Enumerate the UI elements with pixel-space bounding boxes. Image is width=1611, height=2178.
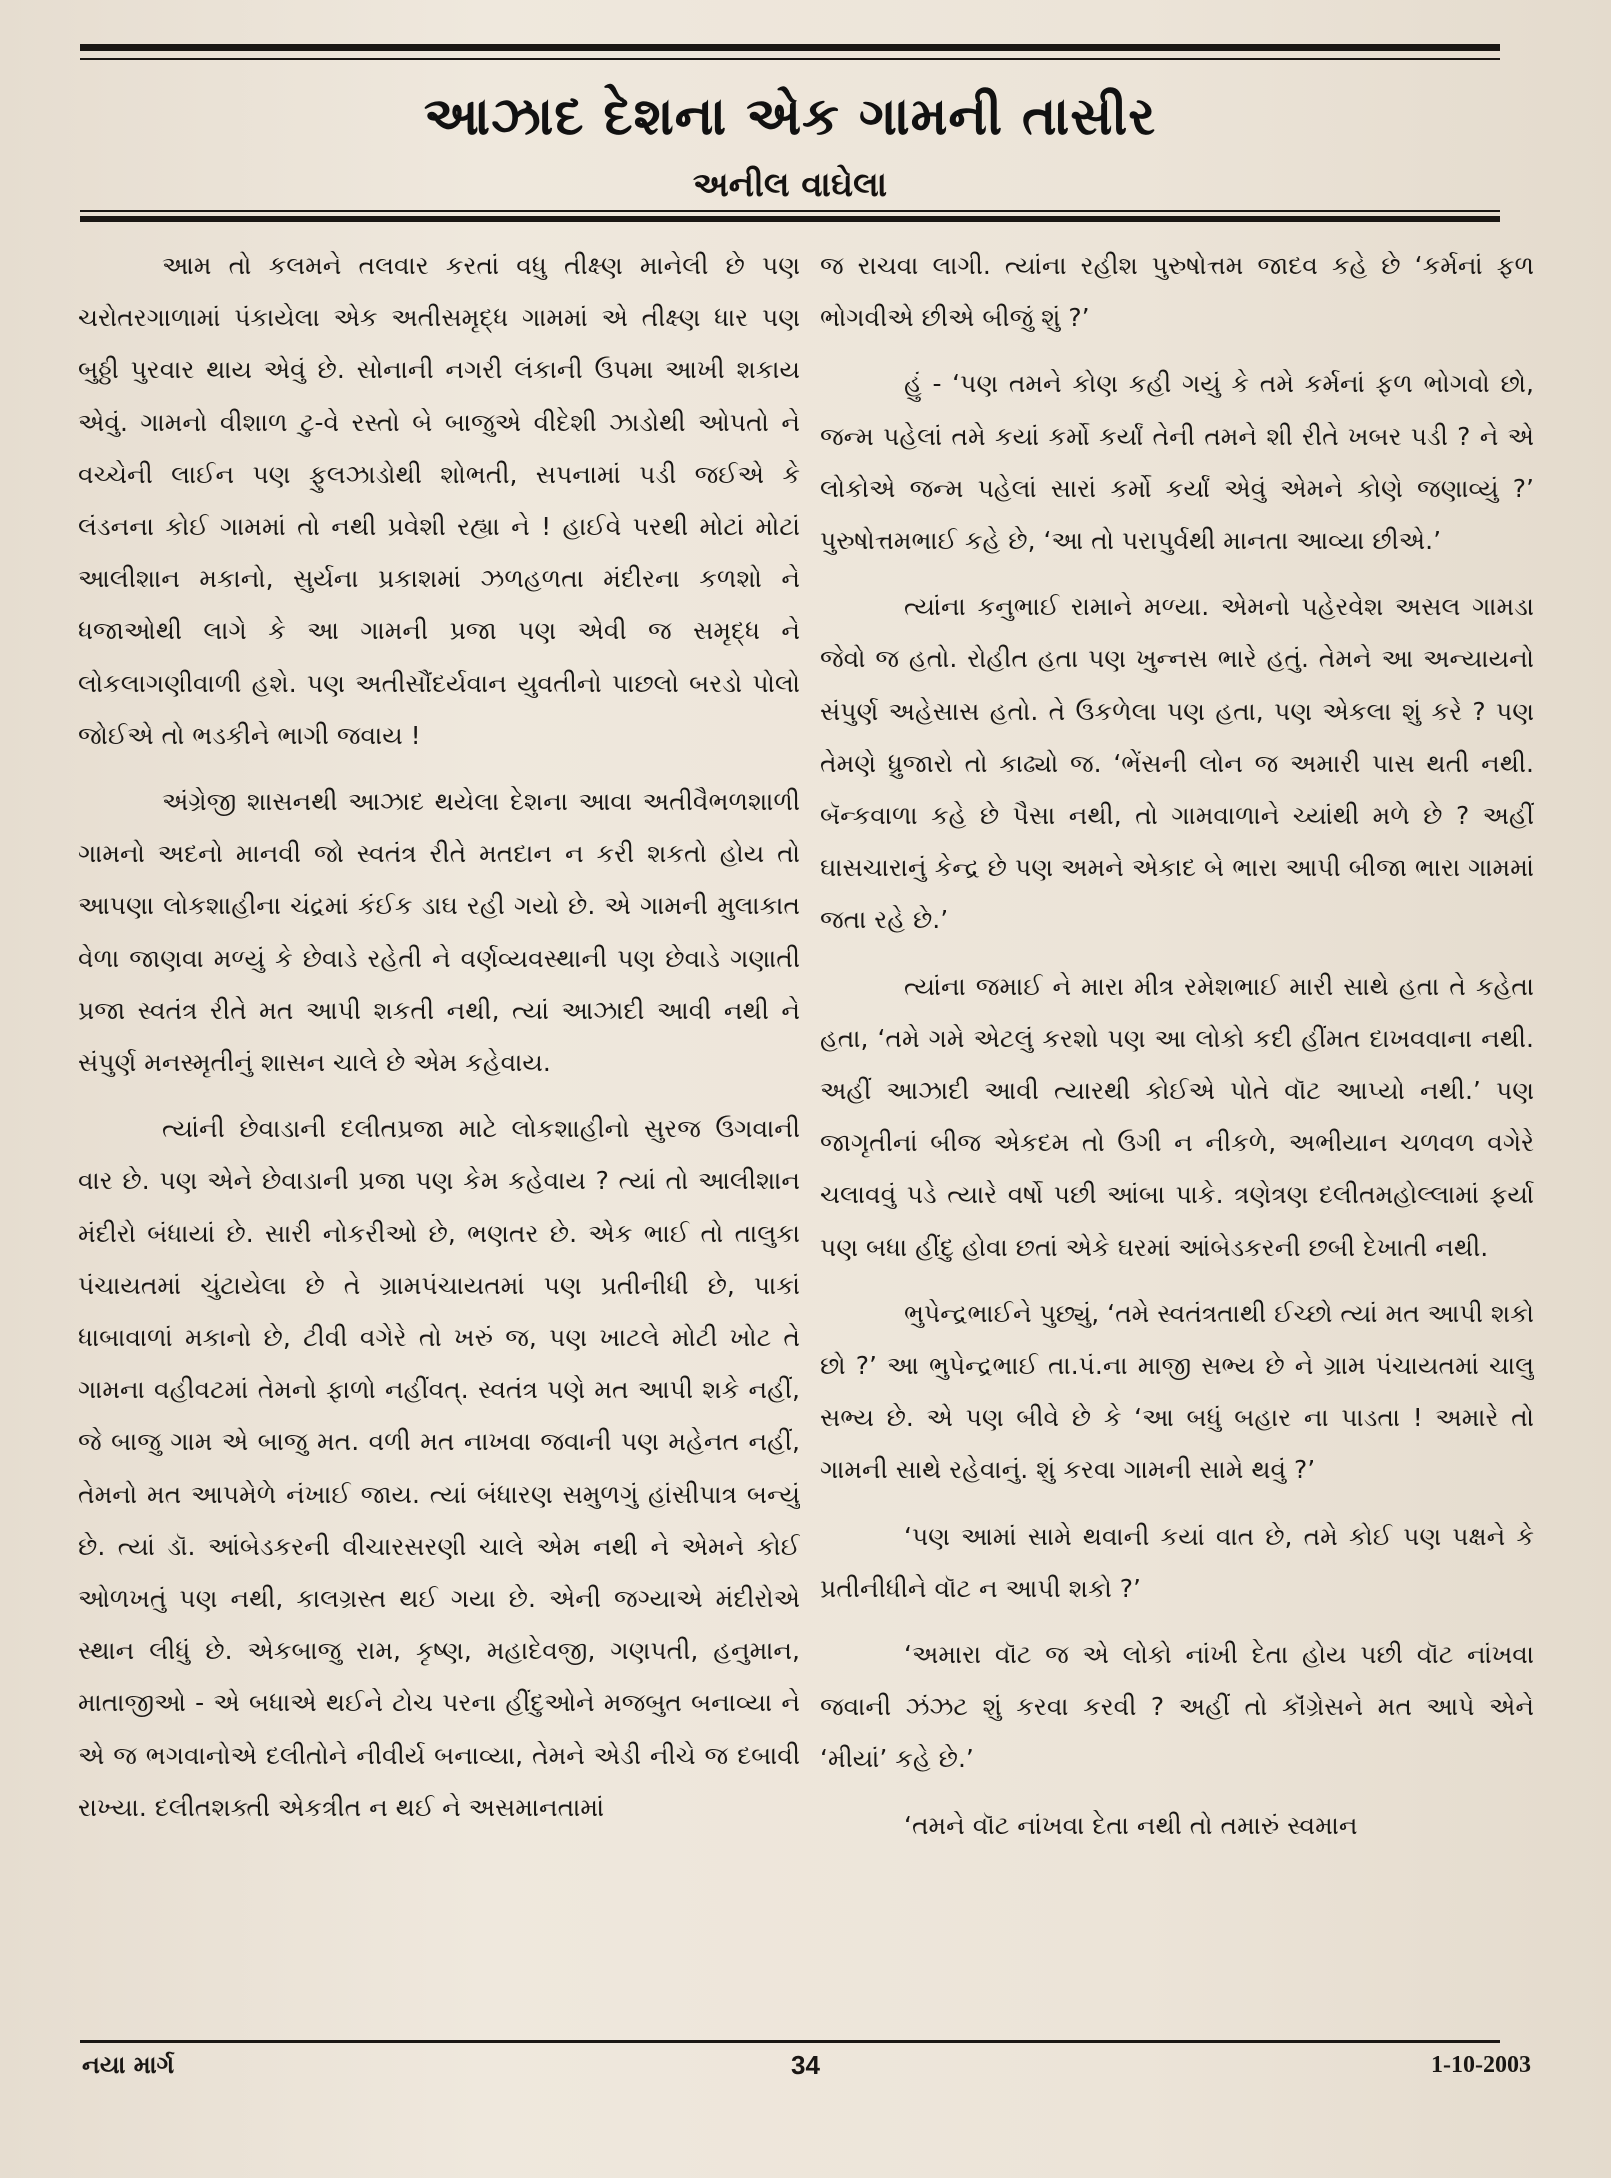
right-paragraph-4: ત્યાંના જમાઈ ને મારા મીત્ર રમેશભાઈ મારી સાથે હતા તે કહેતા હતા, ‘તમે ગમે એટલું કરશો પણ આ લોકો કદી હીંમત દાખવવાના નથી. અહીં આઝાદી આવી ત્યારથી કોઈએ પોતે વૉટ આપ્યો નથી.’ પણ જાગૃતીનાં બીજ એકદમ તો ઉગી ન નીકળે, અભીયાન ચળવળ વગેરે ચલાવવું પડે ત્યારે વર્ષો પછી આંબા પાકે. ત્રણેત્રણ દલીતમહોલ્લામાં ફર્યા પણ બધા હીંદુ હોવા છતાં એકે ઘરમાં આંબેડકરની છબી દેખાતી નથી. xyxy=(820,971,1534,1262)
header-rule-thick xyxy=(80,216,1500,222)
right-paragraph-3: ત્યાંના કનુભાઈ રામાને મળ્યા. એમનો પહેરવેશ અસલ ગામડા જેવો જ હતો. રોહીત હતા પણ ખુન્નસ ભારે હતું. તેમને આ અન્યાયનો સંપુર્ણ અહેસાસ હતો. તે ઉકળેલા પણ હતા, પણ એકલા શું કરે ? પણ તેમણે ધ્રુજારો તો કાઢ્યો જ. ‘ભેંસની લોન જ અમારી પાસ થતી નથી. બૅન્કવાળા કહે છે પૈસા નથી, તો ગામવાળાને ચ્યાંથી મળે છે ? અહીં ઘાસચારાનું કેન્દ્ર છે પણ અમને એકાદ બે ભારા આપી બીજા ભારા ગામમાં જતા રહે છે.’ xyxy=(820,592,1534,935)
right-paragraph-8: ‘તમને વૉટ નાંખવા દેતા નથી તો તમારું સ્વમાન xyxy=(904,1810,1358,1840)
right-paragraph-2: હું - ‘પણ તમને કોણ કહી ગયું કે તમે કર્મનાં ફળ ભોગવો છો, જન્મ પહેલાં તમે કયાં કર્મો કર્યાં તેની તમને શી રીતે ખબર પડી ? ને એ લોકોએ જન્મ પહેલાં સારાં કર્મો કર્યાં એવું એમને કોણે જણાવ્યું ?’ પુરુષોત્તમભાઈ કહે છે, ‘આ તો પરાપુર્વથી માનતા આવ્યા છીએ.’ xyxy=(820,369,1534,556)
left-paragraph-3: ત્યાંની છેવાડાની દલીતપ્રજા માટે લોકશાહીનો સુરજ ઉગવાની વાર છે. પણ એને છેવાડાની પ્રજા પણ કેમ કહેવાય ? ત્યાં તો આલીશાન મંદીરો બંધાયાં છે. સારી નોકરીઓ છે, ભણતર છે. એક ભાઈ તો તાલુકા પંચાયતમાં ચુંટાયેલા છે તે ગ્રામપંચાયતમાં પણ પ્રતીનીધી છે, પાકાં ધાબાવાળાં મકાનો છે, ટીવી વગેરે તો ખરું જ, પણ ખાટલે મોટી ખોટ તે ગામના વહીવટમાં તેમનો ફાળો નહીંવત્. સ્વતંત્ર પણે મત આપી શકે નહીં, જે બાજુ ગામ એ બાજુ મત. વળી મત નાખવા જવાની પણ મહેનત નહીં, તેમનો મત આપમેળે નંખાઈ જાય. ત્યાં બંધારણ સમુળગું હાંસીપાત્ર બન્યું છે. ત્યાં ડૉ. આંબેડકરની વીચારસરણી ચાલે એમ નથી ને એમને કોઈ ઓળખતું પણ નથી, કાલગ્રસ્ત થઈ ગયા છે. એની જગ્યાએ મંદીરોએ સ્થાન લીધું છે. એકબાજુ રામ, કૃષ્ણ, મહાદેવજી, ગણપતી, હનુમાન, માતાજીઓ - એ બધાએ થઈને ટોચ પરના હીંદુઓને મજબુત બનાવ્યા ને એ જ ભગવાનોએ દલીતોને નીવીર્ય બનાવ્યા, તેમને એડી નીચે જ દબાવી રાખ્યા. દલીતશક્તી એકત્રીત ન થઈ ને અસમાનતામાં xyxy=(78,1114,800,1822)
left-paragraph-2: અંગ્રેજી શાસનથી આઝાદ થયેલા દેશના આવા અતીવૈભળશાળી ગામનો અદનો માનવી જો સ્વતંત્ર રીતે મતદાન ન કરી શકતો હોય તો આપણા લોકશાહીના ચંદ્રમાં કંઈક ડાઘ રહી ગયો છે. એ ગામની મુલાકાત વેળા જાણવા મળ્યું કે છેવાડે રહેતી ને વર્ણવ્યવસ્થાની પણ છેવાડે ગણાતી પ્રજા સ્વતંત્ર રીતે મત આપી શકતી નથી, ત્યાં આઝાદી આવી નથી ને સંપુર્ણ મનસ્મૃતીનું શાસન ચાલે છે એમ કહેવાય. xyxy=(78,787,800,1078)
header-rule-thin xyxy=(80,210,1500,212)
magazine-name: નયા માર્ગ xyxy=(82,2051,175,2079)
article-author: અનીલ વાઘેલા xyxy=(692,165,888,205)
left-column xyxy=(78,240,800,2022)
right-column xyxy=(820,240,1534,2022)
top-rule-thick xyxy=(80,44,1500,51)
page-number: 34 xyxy=(791,2050,820,2080)
left-paragraph-1: આમ તો કલમને તલવાર કરતાં વધુ તીક્ષ્ણ માનેલી છે પણ ચરોતરગાળામાં પંકાયેલા એક અતીસમૃદ્ધ ગામમાં એ તીક્ષ્ણ ધાર પણ બુઠ્ઠી પુરવાર થાય એવું છે. સોનાની નગરી લંકાની ઉપમા આખી શકાય એવું. ગામનો વીશાળ ટુ-વે રસ્તો બે બાજુએ વીદેશી ઝાડોથી ઓપતો ને વચ્ચેની લાઈન પણ ફુલઝાડોથી શોભતી, સપનામાં પડી જઈએ કે લંડનના કોઈ ગામમાં તો નથી પ્રવેશી રહ્યા ને ! હાઈવે પરથી મોટાં મોટાં આલીશાન મકાનો, સુર્યના પ્રકાશમાં ઝળહળતા મંદીરના કળશો ને ધજાઓથી લાગે કે આ ગામની પ્રજા પણ એવી જ સમૃદ્ધ ને લોકલાગણીવાળી હશે. પણ અતીસૌંદર્યવાન યુવતીનો પાછલો બરડો પોલો જોઈએ તો ભડકીને ભાગી જવાય ! xyxy=(78,251,800,750)
article-title: આઝાદ દેશના એક ગામની તાસીર xyxy=(423,87,1157,147)
right-paragraph-5: ભુપેન્દ્રભાઈને પુછ્યું, ‘તમે સ્વતંત્રતાથી ઈચ્છો ત્યાં મત આપી શકો છો ?’ આ ભુપેન્દ્રભાઈ તા.પં.ના માજી સભ્ય છે ને ગ્રામ પંચાયતમાં ચાલુ સભ્ય છે. એ પણ બીવે છે કે ‘આ બધું બહાર ના પાડતા ! અમારે તો ગામની સાથે રહેવાનું. શું કરવા ગામની સામે થવું ?’ xyxy=(820,1298,1534,1485)
footer-rule xyxy=(80,2040,1500,2043)
right-paragraph-6: ‘પણ આમાં સામે થવાની કયાં વાત છે, તમે કોઈ પણ પક્ષને કે પ્રતીનીધીને વૉટ ન આપી શકો ?’ xyxy=(820,1521,1534,1603)
top-rule-thin xyxy=(80,58,1500,60)
right-paragraph-7: ‘અમારા વૉટ જ એ લોકો નાંખી દેતા હોય પછી વૉટ નાંખવા જવાની ઝંઝટ શું કરવા કરવી ? અહીં તો કૉંગ્રેસને મત આપે એને ‘મીયાં’ કહે છે.’ xyxy=(820,1640,1534,1774)
right-paragraph-1: જ રાચવા લાગી. ત્યાંના રહીશ પુરુષોત્તમ જાદવ કહે છે ‘કર્મનાં ફળ ભોગવીએ છીએ બીજું શું ?’ xyxy=(820,251,1534,333)
issue-date: 1-10-2003 xyxy=(1431,2052,1531,2078)
